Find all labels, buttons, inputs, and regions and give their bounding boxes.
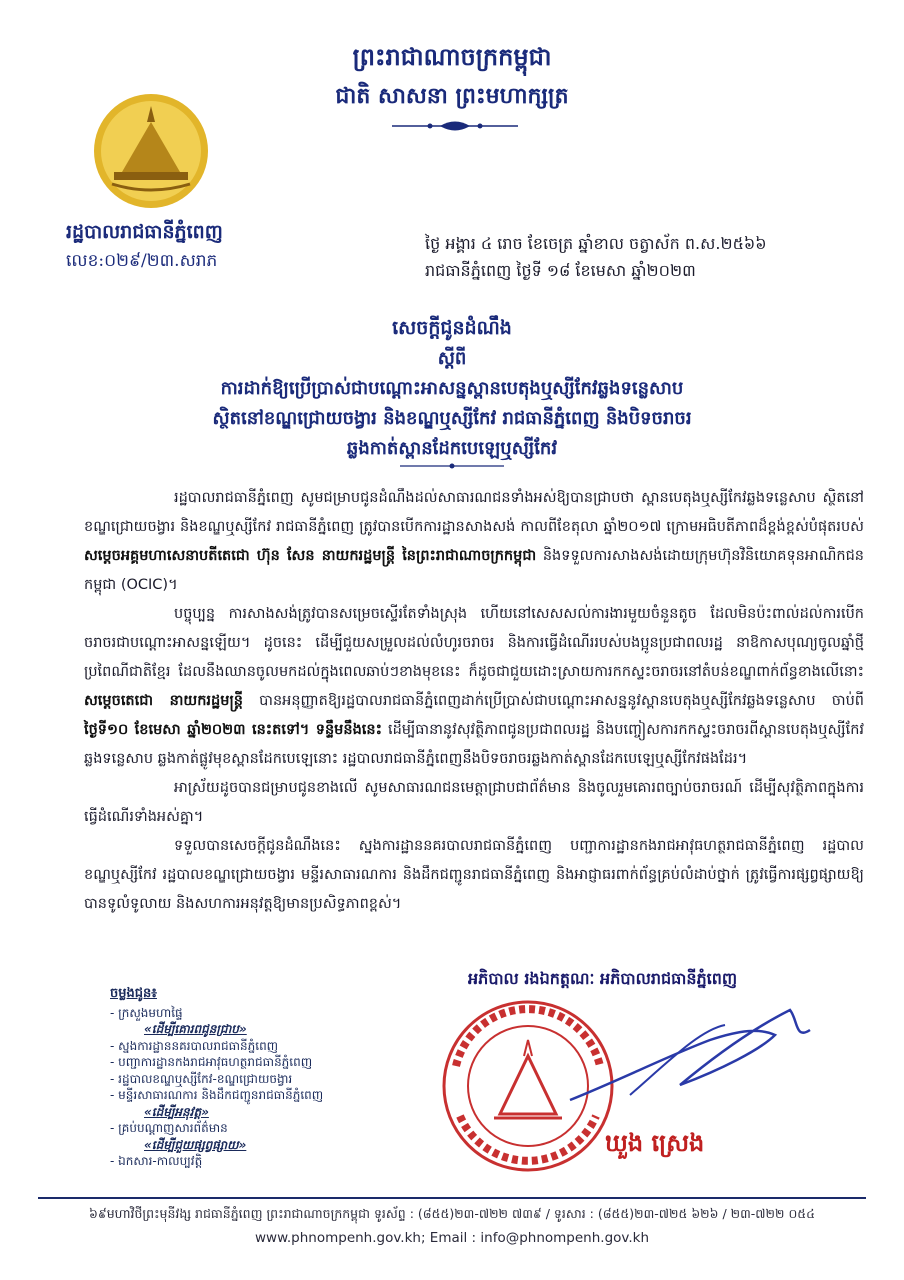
cc-item: - ឯកសារ-កាលប្បវត្តិ	[110, 1154, 203, 1168]
paragraph-4: ទទួលបានសេចក្ដីជូនដំណឹងនេះ ស្នងការដ្ឋាននគរបាលរាជធានីភ្នំពេញ បញ្ជាការដ្ឋានកងរាជអាវុធហត្ថរាជធានីភ្នំពេញ រដ្ឋបាលខណ្ឌឬស្សីកែវ រដ្ឋបាលខណ្ឌជ្រោយចង្វារ មន្ទីរសាធារណការ និងដឹកជញ្ជូនរាជធានីភ្នំពេញ និងអាជ្ញាធរពាក់ព័ន្ធគ្រប់លំដាប់ថ្នាក់ ត្រូវធ្វើការផ្សព្វផ្សាយឱ្យបានទូលំទូលាយ និងសហការអនុវត្តឱ្យមានប្រសិទ្ធភាពខ្ពស់។	[84, 838, 864, 912]
paragraph-2: បច្ចុប្បន្ន ការសាងសង់ត្រូវបានសម្រេចស្ទើរតែទាំងស្រុង ហើយនៅសេសសល់ការងារមួយចំនួនតូច ដែលមិនប៉ះពាល់ដល់ការបើកចរាចរជាបណ្ដោះអាសន្នឡើយ។ ដូចនេះ ដើម្បីជួយសម្រួលដល់លំហូរចរាចរ និងការធ្វើដំណើររបស់បងប្អូនប្រជាពលរដ្ឋ នាឱកាសបុណ្យចូលឆ្នាំថ្មី ប្រពៃណីជាតិខ្មែរ ដែលនឹងឈានចូលមកដល់ក្នុងពេលឆាប់ៗខាងមុខនេះ ក៏ដូចជាជួយដោះស្រាយការកកស្ទះចរាចរនៅតំបន់ខណ្ឌពាក់ព័ន្ធខាងលើនោះ សម្ដេចតេជោ នាយករដ្ឋមន្ត្រី បានអនុញ្ញាតឱ្យរដ្ឋបាលរាជធានីភ្នំពេញដាក់ប្រើប្រាស់ជាបណ្ដោះអាសន្ននូវស្ពានបេតុងឬស្សីកែវឆ្លងទន្លេសាប ចាប់ពី ថ្ងៃទី១០ ខែមេសា ឆ្នាំ២០២៣ នេះតទៅ។ ទន្ទឹមនឹងនេះ ដើម្បីធានានូវសុវត្ថិភាពជូនប្រជាពលរដ្ឋ និងបញ្ចៀសការកកស្ទះចរាចរពីស្ពានបេតុងឬស្សីកែវឆ្លងទន្លេសាប ឆ្លងកាត់ផ្លូវមុខស្ពានដែកបេឡេនោះ រដ្ឋបាលរាជធានីភ្នំពេញនឹងបិទចរាចរឆ្លងកាត់ស្ពានដែកបេឡេឬស្សីកែវផងដែរ។	[84, 606, 865, 767]
bold-name-1: សម្ដេចអគ្គមហាសេនាបតីតេជោ ហ៊ុន សែន នាយករដ្ឋមន្ត្រី នៃព្រះរាជាណាចក្រកម្ពុជា	[84, 548, 537, 564]
notice-subject-label: ស្ដីពី	[437, 348, 467, 369]
cc-purpose: «ដើម្បីគោរពជូនជ្រាប»	[144, 1022, 247, 1036]
cc-item: - ស្នងការដ្ឋាននគរបាលរាជធានីភ្នំពេញ	[110, 1038, 279, 1053]
cc-list	[110, 986, 420, 1170]
bold-date: ថ្ងៃទី១០ ខែមេសា ឆ្នាំ២០២៣ នេះតទៅ។ ទន្ទឹមនឹងនេះ	[84, 722, 382, 738]
cc-purpose: «ដើម្បីអនុវត្ត»	[144, 1104, 209, 1119]
footer-web-email: www.phnompenh.gov.kh; Email : info@phnompenh.gov.kh	[254, 1230, 650, 1246]
solar-date: រាជធានីភ្នំពេញ ថ្ងៃទី ១៨ ខែមេសា ឆ្នាំ២០២៣	[425, 261, 696, 280]
subject-line-3: ឆ្លងកាត់ស្ពានដែកបេឡេឬស្សីកែវ	[346, 438, 558, 459]
paragraph-3: អាស្រ័យដូចបានជម្រាបជូនខាងលើ សូមសាធារណជនមេត្តាជ្រាបជាព័ត៌មាន និងចូលរួមគោរពច្បាប់ចរាចរណ៍ ដើម្បីសុវត្ថិភាពក្នុងការធ្វើដំណើរទាំងអស់គ្នា។	[84, 780, 864, 825]
cc-item: - ក្រសួងមហាផ្ទៃ	[110, 1005, 183, 1020]
subject-line-1: ការដាក់ឱ្យប្រើប្រាស់ជាបណ្ដោះអាសន្នស្ពានបេតុងឬស្សីកែវឆ្លងទន្លេសាប	[220, 378, 684, 399]
national-motto: ជាតិ សាសនា ព្រះមហាក្សត្រ	[335, 83, 569, 109]
lunar-date: ថ្ងៃ អង្គារ ៤ រោច ខែចេត្រ ឆ្នាំខាល ចត្វាស័ក ព.ស.២៥៦៦	[425, 234, 767, 253]
cc-item: - រដ្ឋបាលខណ្ឌឬស្សីកែវ-ខណ្ឌជ្រោយចង្វារ	[110, 1071, 293, 1086]
kingdom-heading: ព្រះរាជាណាចក្រកម្ពុជា	[352, 42, 552, 71]
subject-line-2: ស្ថិតនៅខណ្ឌជ្រោយចង្វារ និងខណ្ឌឬស្សីកែវ រាជធានីភ្នំពេញ និងបិទចរាចរ	[212, 408, 692, 429]
cc-item: - បញ្ជាការដ្ឋានកងរាជអាវុធហត្ថរាជធានីភ្នំពេញ	[110, 1055, 313, 1069]
cc-purpose: «ដើម្បីជួយផ្សព្វផ្សាយ»	[144, 1137, 247, 1152]
cc-item: - មន្ទីរសាធារណការ និងដឹកជញ្ជូនរាជធានីភ្នំពេញ	[110, 1088, 324, 1102]
cc-heading: ចម្លងជូន៖	[110, 986, 157, 1001]
paragraph-1: រដ្ឋបាលរាជធានីភ្នំពេញ សូមជម្រាបជូនដំណឹងដល់សាធារណជនទាំងអស់ឱ្យបានជ្រាបថា ស្ពានបេតុងឬស្សីកែវឆ្លងទន្លេសាប ស្ថិតនៅខណ្ឌជ្រោយចង្វារ និងខណ្ឌឬស្សីកែវ រាជធានីភ្នំពេញ ត្រូវបានបើកការដ្ឋានសាងសង់ កាលពីខែតុលា ឆ្នាំ២០១៧ ក្រោមអធិបតីភាពដ៏ខ្ពង់ខ្ពស់បំផុតរបស់ សម្ដេចអគ្គមហាសេនាបតីតេជោ ហ៊ុន សែន នាយករដ្ឋមន្ត្រី នៃព្រះរាជាណាចក្រកម្ពុជា និងទទួលការសាងសង់ដោយក្រុមហ៊ុនវិនិយោគទុនអាណិកជនកម្ពុជា (OCIC)។	[84, 490, 865, 593]
notice-subject	[60, 374, 844, 464]
signatory-name: ឃួង ស្រេង	[605, 1128, 705, 1157]
notice-body	[84, 484, 864, 919]
signatory-title: អភិបាល រងឯកត្តណៈ អភិបាលរាជធានីភ្នំពេញ	[468, 969, 738, 988]
footer-address: ៦៩មហាវិថីព្រះមុនីវង្ស រាជធានីភ្នំពេញ ព្រះរាជាណាចក្រកម្ពុជា ទូរស័ព្ទ : (៨៥៥)២៣-៧២២ ៧៣៩ / ទូរសារ : (៨៥៥)២៣-៧២៥ ៦២៦ / ២៣-៧២២ ០៥៤	[89, 1206, 815, 1221]
cc-item: - គ្រប់បណ្ដាញសារព័ត៌មាន	[110, 1121, 228, 1135]
title-divider-icon	[400, 462, 504, 470]
reference-number: លេខ:០២៩/២៣.សរាភ	[66, 251, 218, 271]
handwritten-signature-icon	[560, 1000, 820, 1110]
bold-name-2: សម្ដេចតេជោ នាយករដ្ឋមន្ត្រី	[84, 693, 243, 709]
phnom-penh-seal-icon	[92, 92, 210, 210]
footer-divider	[38, 1197, 866, 1199]
ornament-divider-icon	[390, 117, 520, 135]
sender-administration: រដ្ឋបាលរាជធានីភ្នំពេញ	[66, 221, 223, 243]
notice-title: សេចក្ដីជូនដំណឹង	[392, 317, 512, 339]
